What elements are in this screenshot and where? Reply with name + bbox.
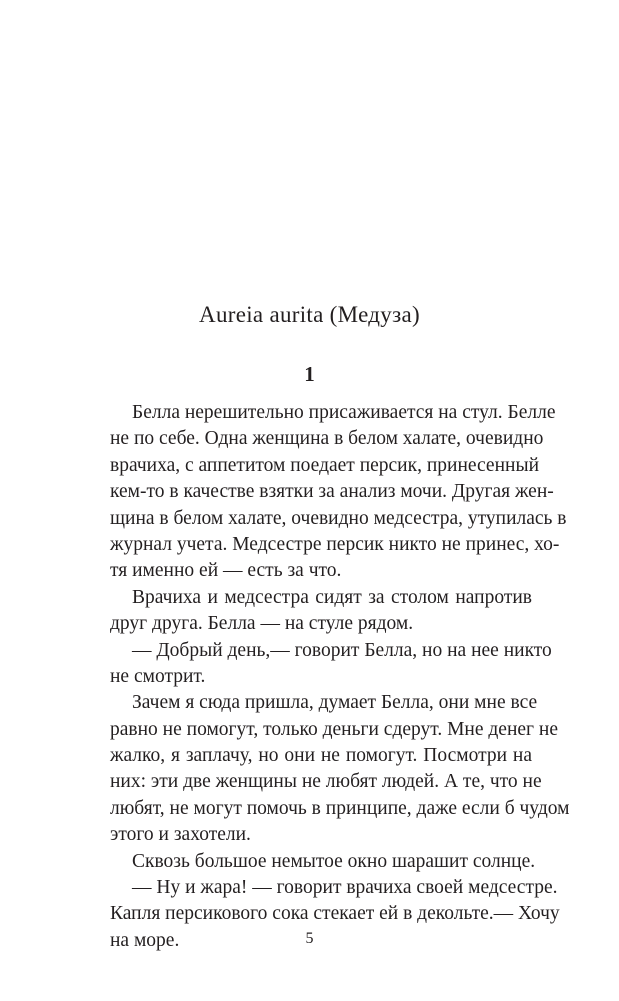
text-line: на море. xyxy=(110,929,180,951)
chapter-title: Aureia aurita (Медуза) xyxy=(199,302,420,327)
text-line: врачиха, с аппетитом поедает персик, принесенный xyxy=(110,454,539,476)
text-line: Капля персикового сока стекает ей в декольте.— Хочу xyxy=(110,903,560,925)
text-line: журнал учета. Медсестре персик никто не принес, хо- xyxy=(110,533,560,555)
text-line: тя именно ей — есть за что. xyxy=(110,560,342,582)
text-line: щина в белом халате, очевидно медсестра, утупилась в xyxy=(110,507,567,529)
text-line: Сквозь большое немытое окно шарашит солнце. xyxy=(132,850,536,872)
text-line: равно не помогут, только деньги сдерут. Мне денег не xyxy=(110,718,559,740)
text-line: этого и захотели. xyxy=(110,824,251,846)
text-line: Зачем я сюда пришла, думает Белла, они мне все xyxy=(132,692,538,714)
text-line: не смотрит. xyxy=(110,665,206,687)
text-line: жалко, я заплачу, но они не помогут. Посмотри на xyxy=(110,745,532,767)
text-line: — Ну и жара! — говорит врачиха своей медсестре. xyxy=(132,877,558,899)
section-number: 1 xyxy=(304,362,315,386)
text-line: не по себе. Одна женщина в белом халате, очевидно xyxy=(110,428,544,450)
page-number: 5 xyxy=(305,930,314,947)
text-line: Белла нерешительно присаживается на стул. Белле xyxy=(132,402,556,423)
text-line: друг друга. Белла — на стуле рядом. xyxy=(110,613,414,635)
text-line: них: эти две женщины не любят людей. А те, что не xyxy=(110,771,542,793)
text-line: кем-то в качестве взятки за анализ мочи. Другая жен- xyxy=(110,481,554,503)
text-line: Врачиха и медсестра сидят за столом напротив xyxy=(132,586,532,608)
text-line: любят, не могут помочь в принципе, даже если б чудом xyxy=(110,797,570,819)
body-text xyxy=(110,400,570,954)
text-line: — Добрый день,— говорит Белла, но на нее никто xyxy=(132,639,552,661)
